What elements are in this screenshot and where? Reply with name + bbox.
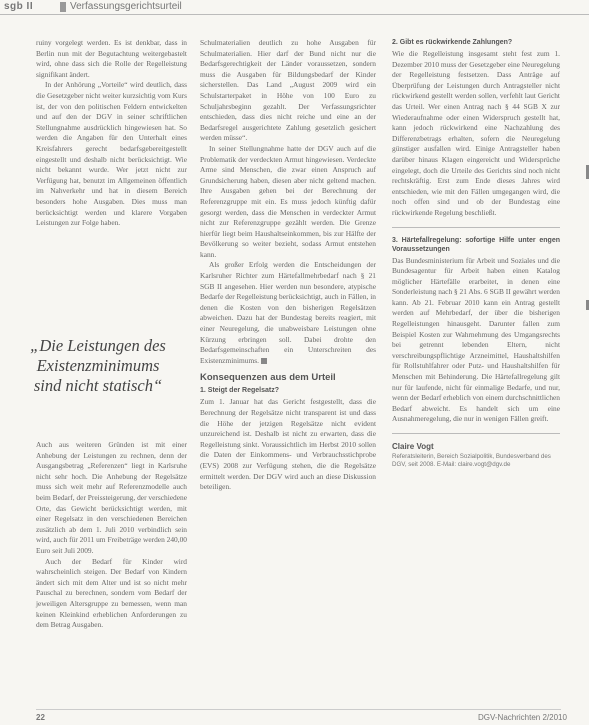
divider — [392, 433, 560, 434]
author-bio: Referatsleiterin, Bereich Sozialpolitik, Bundesverband des DGV, seit 2008. E-Mail: claire.vogt@dgv.de — [392, 452, 551, 468]
paragraph: Schulmaterialien deutlich zu hohe Ausgaben für Schulmaterialien. Hier darf der Bund nicht nur die Bedarfsgerechtigkeit der Länder voraussetzen, sondern muss die Ausgaben für Bildungsbedarf der Kinder sicherstellen. Das Land „August 2009 wird ein Schulstarterpaket in Höhe von 100 Euro zu Schuljahrsbeginn gezahlt. Der Verfassungsrichter entschieden, dass dies nicht reiche und eine an der Bedarfsregel ausgerichtete Zahlung gesetzlich gesichert werden müsse“. — [200, 38, 376, 143]
subsection-heading: 2. Gibt es rückwirkende Zahlungen? — [392, 39, 513, 46]
paragraph: In der Anhörung „Vorteile“ wird deutlich, dass die Gesetzgeber nicht weiter kurzsichtig vom Kurs ist, der von den politischen Feldern entwickelten und auf den der DGV in seiner schriftlichen Stellungnahme ausdrücklich hingewiesen hat. So werden die Angaben für den Unterhalt eines Kreisfahrers gerecht bedarfsgebereitgestellt eingestellt und deshalb nicht berücksichtigt. Wie nicht bekannt wurde. Wer jetzt nicht zur Verfügung hat, benutzt im Allgemeinen öffentlich im Nahverkehr und hat in diesem Bereich besonders hohe Ausgaben. Dies muss man berücksichtigt werden und klarere Vorgaben Leistungen zur Folge haben. — [36, 80, 187, 228]
column-1-top — [36, 38, 187, 229]
subsection-heading: 3. Härtefallregelung: sofortige Hilfe unter engen Voraussetzungen — [392, 236, 560, 253]
author-name: Claire Vogt — [392, 442, 434, 451]
paragraph: Auch der Bedarf für Kinder wird wahrscheinlich steigen. Der Bedarf von Kindern ändert sich mit dem Alter und ist so nicht mehr Pauschal zu berechnen, sondern vom Bedarf der jeweiligen Altersgruppe zu bemessen, wenn man keinen Kleinkind erheblichen Anforderungen zu dem Betrag Ausgaben. — [36, 556, 187, 630]
paragraph: ruiny vorgelegt werden. Es ist denkbar, dass in Berlin nun mit der Begutachtung weitergebastelt wird, ohne dass sich die Rolle der Regelleistung signifikant ändert. — [36, 38, 187, 79]
page-number: 22 — [36, 713, 45, 722]
end-mark-icon — [261, 358, 267, 364]
page-footer — [0, 710, 589, 725]
paragraph: Das Bundesministerium für Arbeit und Soziales und die Bundesagentur für Arbeit haben einen Katalog möglicher Härtefälle erarbeitet, in denen eine Sonderleistung nach § 21 Abs. 6 SGB II gewährt werden kann. Ab 21. Februar 2010 kann ein Antrag gestellt werden auf Mehrbedarf, der über die bisherigen Regelleistungen hinausgeht. Darunter fallen zum Beispiel Kosten zur Wahrnehmung des Umgangsrechts bei getrennt lebenden Eltern, nicht verschreibungspflichtige Arzneimittel, Haushaltshilfen für Rollstuhlfahrer oder Putz- und Haushaltshilfen für Menschen mit Behinderung. Die Härtefallregelung gilt nur für laufende, nicht für einmalige Bedarfe, und nur, wenn der Bedarf erheblich von einem durchschnittlichen Bedarf abweicht. Es handelt sich um eine Ausnahmeregelung, die nur in wenigen Fällen greift. — [392, 255, 560, 424]
header-rule — [0, 14, 589, 15]
section-heading: Konsequenzen aus dem Urteil — [200, 372, 336, 384]
column-3 — [392, 38, 560, 469]
column-2 — [200, 38, 376, 493]
subsection-heading: 1. Steigt der Regelsatz? — [200, 387, 279, 395]
paragraph — [200, 260, 376, 366]
paragraph: Auch aus weiteren Gründen ist mit einer Anhebung der Leistungen zu rechnen, denn der Ausgangsbetrag „Referenzen“ liegt in Karlsruhe nicht sehr hoch. Die Anhebung der Regelsätze muss sich weit mehr auf Referenzmodelle auch beim Bedarf, der Preissteigerung, der verschiedene Orte, das Gewicht berücksichtigt werden, mit einer Regelsatz in den verschiedenen Bereichen zusätzlich ab dem 1. Juli 2010 verbindlich sein wird, auch für 2011 um Freibeträge werden 240,00 Euro seit Juli 2009. — [36, 440, 187, 555]
divider — [392, 227, 560, 228]
page-header — [0, 0, 589, 14]
pull-quote: „Die Leistungen des Existenzminimums sind nicht statisch“ — [30, 336, 166, 395]
magazine-issue: DGV-Nachrichten 2/2010 — [478, 713, 567, 722]
paragraph-text: Als großer Erfolg werden die Entscheidungen der Karlsruher Richter zum Härtefallmehrbedarf nach § 21 SGB II angesehen. Hier werden nun besondere, atypische Bedarfe der Regelleistung berücksichtigt, auch in Fällen, in denen die Kosten von den bisherigen Regelsätzen abweichen. Dazu hat der Bundestag bereits reagiert, mit einer Neuregelung, die unabweisbare Leistungen ohne Kürzung erbringen soll. Dabei drohte den Bedarfsgemeinschaften ein Unterschreiten des Existenzminimums. — [200, 260, 376, 365]
column-1-bottom — [36, 440, 187, 631]
header-title: Verfassungsgerichtsurteil — [70, 1, 182, 12]
paragraph: Wie die Regelleistung insgesamt steht fest zum 1. Dezember 2010 muss der Gesetzgeber eine Neuregelung der Regelleistung festsetzen. Dass Anträge auf Überprüfung der Leistungen durch Antragsteller nicht rückwirkend gestellt werden sollen, verfehlt laut Gericht das Urteil. Wer einen Antrag nach § 44 SGB X zur Wiederaufnahme oder einen Widerspruch gestellt hat, kann jedoch rückwirkend eine Nachzahlung des Differenzbetrags erhalten, sofern die Neuregelung günstiger ausfallen wird. Einige Antragsteller haben darüber hinaus Klagen eingereicht und Widersprüche eingelegt, doch die Urteile des Gerichts sind noch nicht rechtskräftig. Erst zum Ende dieses Jahres wird entschieden, wie mit den Fällen umgegangen wird, die noch offen sind und ob der Bundestag eine rückwirkende Regelung beschließt. — [392, 49, 560, 217]
paragraph: In seiner Stellungnahme hatte der DGV auch auf die Problematik der verdeckten Armut hingewiesen. Verdeckte Arme sind Menschen, die zwar einen Anspruch auf Grundsicherung haben, diesen aber nicht geltend machen. Ihre Ausgaben gehen bei der Berechnung der Referenzgruppe mit ein. Es muss jedoch künftig dafür gesorgt werden, dass die Menschen in verdeckter Armut nicht zur Referenzgruppe gezählt werden. Die Grenze hierfür liegt beim Haushaltseinkommen, bis zur Hälfte der Bevölkerung so weiter bezieht, sodass Armut entstehen kann. — [200, 143, 376, 259]
paragraph: Zum 1. Januar hat das Gericht festgestellt, dass die Berechnung der Regelsätze nicht transparent ist und dass die Höhe der jetzigen Regelsätze nicht evident unzureichend ist. Deshalb ist nicht zu erwarten, dass die Regelleistung sinkt. Voraussichtlich im Herbst 2010 sollen die Daten der Einkommens- und Verbrauchsstichprobe (EVS) 2008 zur Verfügung stehen, die die Regelsätze ermittelt werden. Der DGV wird auch an diese Diskussion beteiligen. — [200, 397, 376, 492]
section-label: sgb II — [4, 1, 34, 12]
header-divider — [60, 2, 66, 12]
